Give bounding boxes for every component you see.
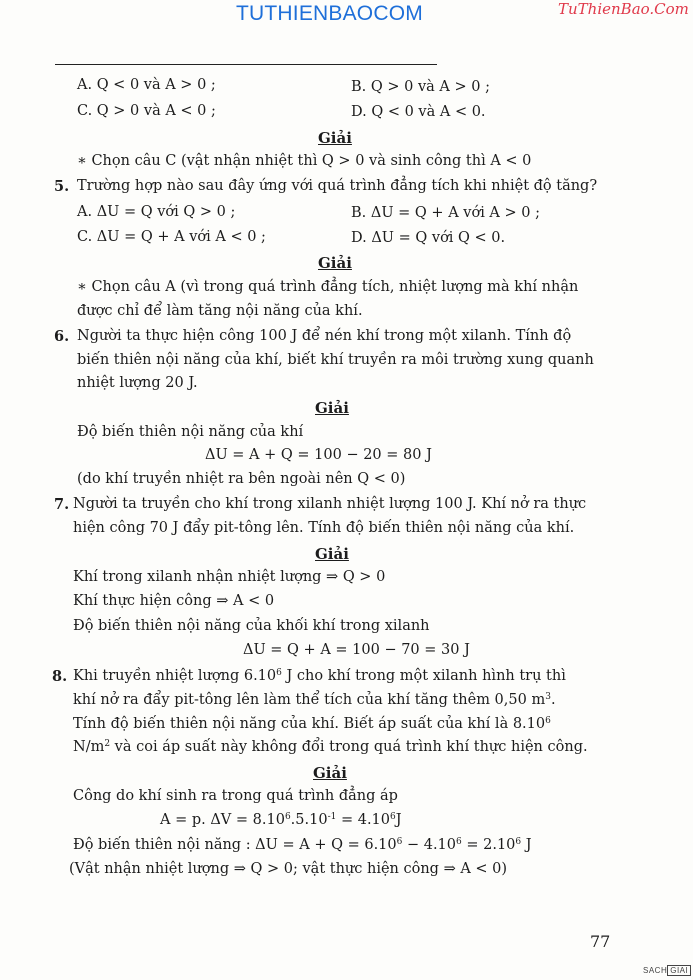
q8-solution-work-formula: A = p. $\Delta V = 8.10^6.5.10^{-1} = 4.10^6J$: [160, 812, 402, 828]
brand-logo-text: TuThienBao.Com: [558, 0, 689, 18]
q8-solution-heading: Giải: [313, 764, 347, 782]
q4-solution-heading: Giải: [318, 129, 352, 147]
q4-option-c: C. Q > 0 và A < 0 ;: [77, 103, 216, 119]
q5-question: Trường hợp nào sau đây ứng với quá trình đẳng tích khi nhiệt độ tăng?: [77, 178, 598, 194]
q7-number: 7.: [54, 496, 70, 513]
q5-option-b: B. ΔU = Q + A với A > 0 ;: [351, 205, 540, 221]
q8-solution-line-1: Công do khí sinh ra trong quá trình đẳng áp: [73, 788, 398, 804]
q8-solution-line-4: (Vật nhận nhiệt lượng ⇒ Q > 0; vật thực hiện công ⇒ A < 0): [69, 861, 508, 877]
q5-solution-heading: Giải: [318, 254, 352, 272]
header-rule: [55, 64, 437, 65]
q7-question-line-1: Người ta truyền cho khí trong xilanh nhiệt lượng 100 J. Khí nở ra thực: [73, 496, 587, 512]
q6-question-line-2: biến thiên nội năng của khí, biết khí truyền ra môi trường xung quanh: [77, 352, 594, 368]
q8-question-line-4: $N/m^2$ và coi áp suất này không đổi trong quá trình khí thực hiện công.: [73, 739, 588, 755]
publisher-stamp: SACH GIAI: [643, 966, 691, 975]
q4-option-a: A. Q < 0 và A > 0 ;: [77, 77, 216, 93]
q5-option-d: D. ΔU = Q với Q < 0.: [351, 230, 506, 246]
q7-solution-line-3: Độ biến thiên nội năng của khối khí trong xilanh: [73, 618, 430, 634]
q6-solution-heading: Giải: [315, 399, 349, 417]
q7-solution-line-2: Khí thực hiện công ⇒ A < 0: [73, 593, 275, 609]
q5-option-c: C. ΔU = Q + A với A < 0 ;: [77, 229, 266, 245]
q6-question-line-1: Người ta thực hiện công 100 J để nén khí trong một xilanh. Tính độ: [77, 328, 572, 344]
q5-option-a: A. ΔU = Q với Q > 0 ;: [77, 204, 236, 220]
q8-question-line-1: Khi truyền nhiệt lượng 6.10$^6$ J cho khí trong một xilanh hình trụ thì: [73, 668, 566, 684]
q5-number: 5.: [54, 178, 70, 195]
q5-answer-line-2: được chỉ để làm tăng nội năng của khí.: [77, 303, 363, 319]
site-banner: TUTHIENBAOCOM: [236, 2, 423, 25]
q4-answer: ∗ Chọn câu C (vật nhận nhiệt thì Q > 0 và sinh công thì A < 0: [77, 153, 532, 169]
q7-question-line-2: hiện công 70 J đẩy pit-tông lên. Tính độ biến thiên nội năng của khí.: [73, 520, 575, 536]
q7-solution-heading: Giải: [315, 545, 349, 563]
q8-number: 8.: [52, 668, 68, 685]
q6-question-line-3: nhiệt lượng 20 J.: [77, 375, 198, 391]
q6-solution-line-1: Độ biến thiên nội năng của khí: [77, 424, 304, 440]
q6-solution-line-3: (do khí truyền nhiệt ra bên ngoài nên Q < 0): [77, 471, 406, 487]
q6-solution-formula: ΔU = A + Q = 100 − 20 = 80 J: [205, 447, 432, 463]
page-number: 77: [590, 932, 611, 951]
q8-solution-energy-formula: Độ biến thiên nội năng : $\Delta U = A + Q = 6.10^6 - 4.10^6 = 2.10^6$ J: [73, 837, 532, 853]
q7-solution-formula: ΔU = Q + A = 100 − 70 = 30 J: [243, 642, 470, 658]
q8-question-line-2: khí nở ra đẩy pit-tông lên làm thể tích của khí tăng thêm 0,50 $m^3$.: [73, 692, 556, 708]
q5-answer-line-1: ∗ Chọn câu A (vì trong quá trình đẳng tích, nhiệt lượng mà khí nhận: [77, 279, 579, 295]
q7-solution-line-1: Khí trong xilanh nhận nhiệt lượng ⇒ Q > 0: [73, 569, 386, 585]
q4-option-b: B. Q > 0 và A > 0 ;: [351, 79, 490, 95]
q4-option-d: D. Q < 0 và A < 0.: [351, 104, 486, 120]
q8-question-line-3: Tính độ biến thiên nội năng của khí. Biết áp suất của khí là 8.10$^6$: [73, 716, 551, 732]
q6-number: 6.: [54, 328, 70, 345]
